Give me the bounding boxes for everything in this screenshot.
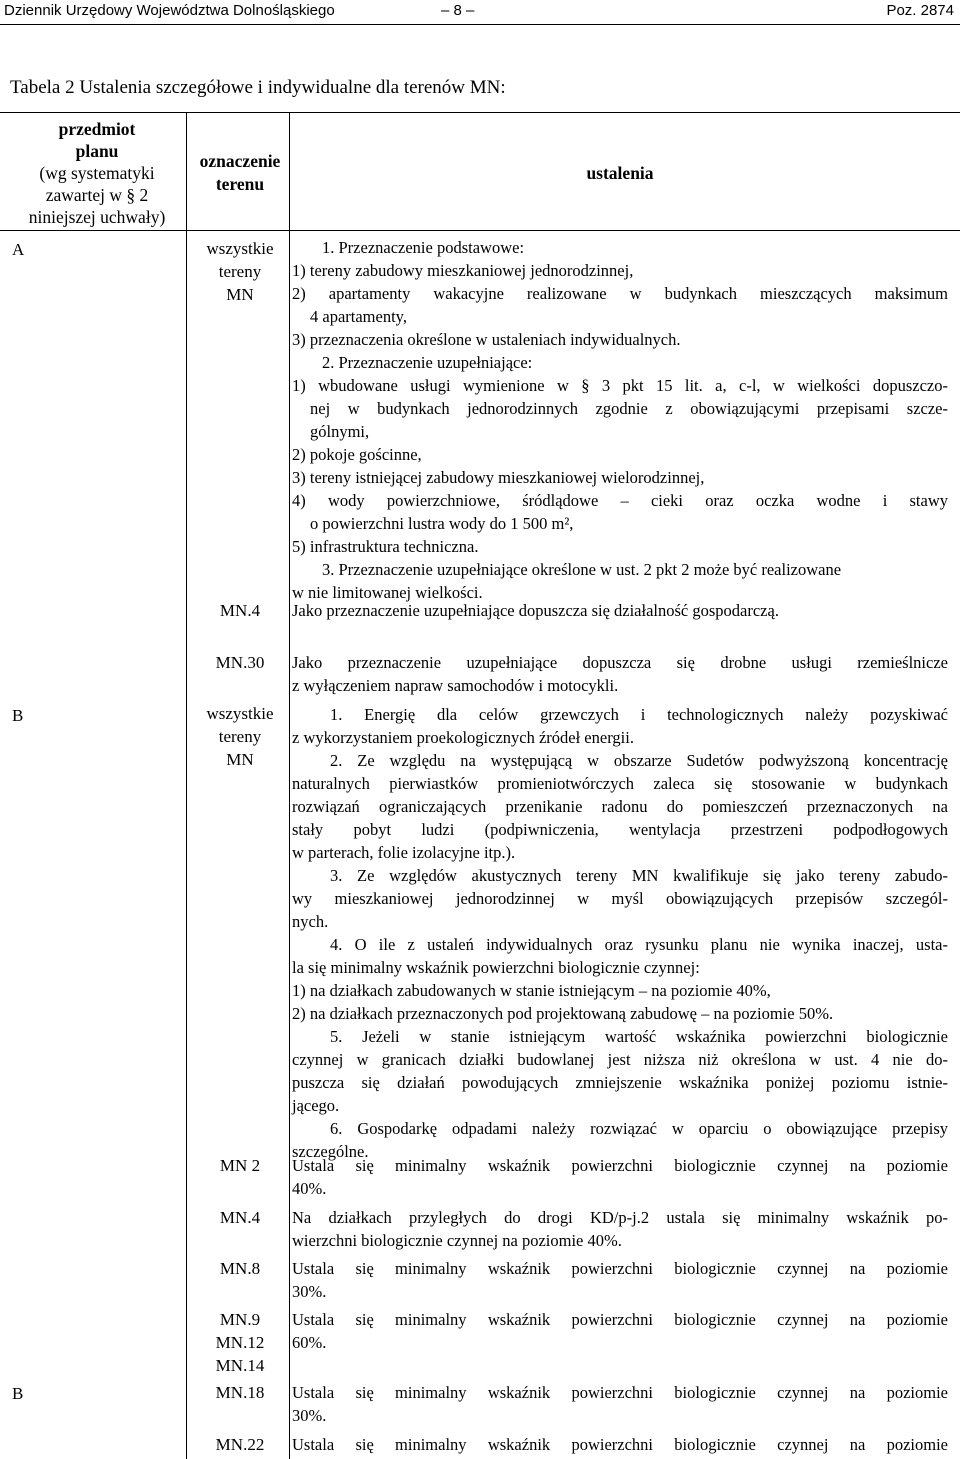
provision-line: 2) pokoje gościnne, (292, 445, 422, 464)
terrain-line: MN (226, 285, 254, 304)
provision-line: 4) wody powierzchniowe, śródlądowe – cieki oraz oczka wodne i stawy (292, 491, 948, 510)
terrain-code: MN.14 (215, 1356, 265, 1375)
terrain-line: MN (226, 750, 254, 769)
journal-title: Dziennik Urzędowy Województwa Dolnośląskiego (4, 2, 335, 19)
provision-line: Ustala się minimalny wskaźnik powierzchni biologicznie czynnej na poziomie (292, 1435, 948, 1454)
provision-line: 4. O ile z ustaleń indywidualnych oraz rysunku planu nie wynika inaczej, usta- (330, 935, 948, 954)
terrain-code: MN.30 (215, 653, 265, 672)
terrain-code: MN.4 (219, 1208, 261, 1227)
terrain-code: MN.12 (215, 1333, 265, 1352)
provision-line: o powierzchni lustra wody do 1 500 m², (310, 514, 574, 533)
provision-line: naturalnych pierwiastków promieniotwórczych zaleca się stosowanie w budynkach (292, 774, 948, 793)
provision-line: 4 apartamenty, (310, 307, 407, 326)
table-top-rule (0, 112, 960, 113)
terrain-provision (292, 1154, 948, 1200)
provision-line: z wykorzystaniem proekologicznych źródeł energii. (292, 728, 634, 747)
terrain-provision: Jako przeznaczenie uzupełniające dopuszcza się działalność gospodarczą. (292, 601, 779, 620)
header-line: zawartej w § 2 (45, 185, 149, 205)
provision-line: nych. (292, 912, 329, 931)
terrain-line: tereny (218, 262, 262, 281)
header-line: oznaczenie (199, 151, 281, 171)
provision-line: Ustala się minimalny wskaźnik powierzchni biologicznie czynnej na poziomie (292, 1310, 948, 1329)
provision-line: 30%. (292, 1406, 327, 1425)
provision-line: jącego. (292, 1096, 340, 1115)
header-line: przedmiot (58, 119, 136, 139)
terrain-provision (292, 1257, 948, 1303)
provision-line: rozwiązań ograniczających przenikanie radonu do pomieszczeń przeznaczonych na (292, 797, 948, 816)
provision-line: 1) na działkach zabudowanych w stanie istniejącym – na poziomie 40%, (292, 981, 771, 1000)
table-divider-col1 (186, 112, 187, 1459)
header-line: niniejszej uchwały) (28, 207, 166, 227)
provision-line: stały pobyt ludzi (podpiwniczenia, wentylacja przestrzeni podpodłogowych (292, 820, 948, 839)
terrain-provision (292, 1381, 948, 1427)
provision-line: 3) tereny istniejącej zabudowy mieszkaniowej wielorodzinnej, (292, 468, 705, 487)
provision-line: 30%. (292, 1282, 327, 1301)
all-terrains-mn-a (190, 237, 290, 306)
provision-line: puszcza się działań powodujących zmniejszenie wskaźnika poniżej poziomu istnie- (292, 1073, 948, 1092)
section-letter-b-continued: B (12, 1384, 24, 1403)
provision-line: z wyłączeniem napraw samochodów i motocykli. (292, 676, 619, 695)
section-b-provisions (292, 703, 948, 1163)
terrain-code: MN.18 (215, 1383, 265, 1402)
provision-line: 1) wbudowane usługi wymienione w § 3 pkt 15 lit. a, c-l, w wielkości dopuszczo- (292, 376, 948, 395)
provision-line: wy mieszkaniowej jednorodzinnej w myśl obowiązujących przepisów szczegól- (292, 889, 948, 908)
provision-line: 2. Przeznaczenie uzupełniające: (322, 353, 533, 372)
provision-line: wierzchni biologicznie czynnej na poziomie 40%. (292, 1231, 622, 1250)
provision-line: 60%. (292, 1333, 327, 1352)
provision-line: czynnej w granicach działki budowlanej jest niższa niż określona w ust. 4 nie do- (292, 1050, 948, 1069)
provision-line: 3) przeznaczenia określone w ustaleniach indywidualnych. (292, 330, 681, 349)
terrain-code: MN 2 (219, 1156, 261, 1175)
position-number: Poz. 2874 (886, 2, 954, 19)
header-line: planu (75, 141, 119, 161)
provision-line: nej w budynkach jednorodzinnych zgodnie z obowiązującymi przepisami szcze- (310, 399, 948, 418)
terrain-line: wszystkie (206, 239, 274, 258)
page-number: – 8 – (441, 2, 475, 19)
provision-line: la się minimalny wskaźnik powierzchni biologicznie czynnej: (292, 958, 700, 977)
provision-line: 1. Przeznaczenie podstawowe: (322, 238, 525, 257)
provision-line: 40%. (292, 1179, 327, 1198)
provision-line: 5) infrastruktura techniczna. (292, 537, 479, 556)
provision-line: 3. Ze względów akustycznych tereny MN kwalifikuje się jako tereny zabudo- (330, 866, 948, 885)
terrain-code: MN.8 (219, 1259, 261, 1278)
provision-line: 1. Energię dla celów grzewczych i technologicznych należy pozyskiwać (330, 705, 948, 724)
terrain-provision (292, 1308, 948, 1354)
provision-line: 2) apartamenty wakacyjne realizowane w budynkach mieszczących maksimum (292, 284, 948, 303)
provision-line: 5. Jeżeli w stanie istniejącym wartość wskaźnika powierzchni biologicznie (330, 1027, 948, 1046)
provision-line: 1) tereny zabudowy mieszkaniowej jednorodzinnej, (292, 261, 634, 280)
header-rule (0, 24, 960, 25)
terrain-line: wszystkie (206, 704, 274, 723)
terrain-provision (292, 651, 948, 697)
terrain-provision (292, 1433, 948, 1456)
provision-line: w nie limitowanej wielkości. (292, 583, 483, 602)
column-header-subject (8, 118, 186, 228)
provision-line: Jako przeznaczenie uzupełniające dopuszcza się drobne usługi rzemieślnicze (292, 653, 948, 672)
terrain-code: MN.9 (219, 1310, 261, 1329)
provision-line: Na działkach przyległych do drogi KD/p-j.2 ustala się minimalny wskaźnik po- (292, 1208, 948, 1227)
terrain-code: MN.4 (219, 601, 261, 620)
provision-line: 2) na działkach przeznaczonych pod projektowaną zabudowę – na poziomie 50%. (292, 1004, 834, 1023)
section-a-provisions (292, 236, 948, 604)
section-letter-a: A (12, 240, 25, 259)
terrain-provision (292, 1206, 948, 1252)
provision-line: 6. Gospodarkę odpadami należy rozwiązać w oparciu o obowiązujące przepisy (330, 1119, 948, 1138)
provision-line: gólnymi, (310, 422, 370, 441)
section-letter-b: B (12, 706, 24, 725)
provision-line: 2. Ze względu na występującą w obszarze Sudetów podwyższoną koncentrację (330, 751, 948, 770)
header-line: terenu (215, 174, 265, 194)
column-header-designation (190, 150, 290, 196)
provision-line: Ustala się minimalny wskaźnik powierzchni biologicznie czynnej na poziomie (292, 1383, 948, 1402)
terrain-line: tereny (218, 727, 262, 746)
provision-line: Ustala się minimalny wskaźnik powierzchni biologicznie czynnej na poziomie (292, 1156, 948, 1175)
provision-line: szczególne. (292, 1142, 369, 1161)
running-header (0, 0, 960, 22)
terrain-code: MN.22 (215, 1435, 265, 1454)
provision-line: 3. Przeznaczenie uzupełniające określone w ust. 2 pkt 2 może być realizowane (322, 560, 842, 579)
header-line: (wg systematyki (39, 163, 155, 183)
column-header-provisions: ustalenia (586, 163, 654, 183)
table-header-rule (0, 230, 960, 231)
provision-line: w parterach, folie izolacyjne itp.). (292, 843, 516, 862)
provision-line: Ustala się minimalny wskaźnik powierzchni biologicznie czynnej na poziomie (292, 1259, 948, 1278)
terrain-codes (190, 1308, 290, 1377)
table-title: Tabela 2 Ustalenia szczegółowe i indywidualne dla terenów MN: (10, 77, 506, 98)
all-terrains-mn-b (190, 702, 290, 771)
